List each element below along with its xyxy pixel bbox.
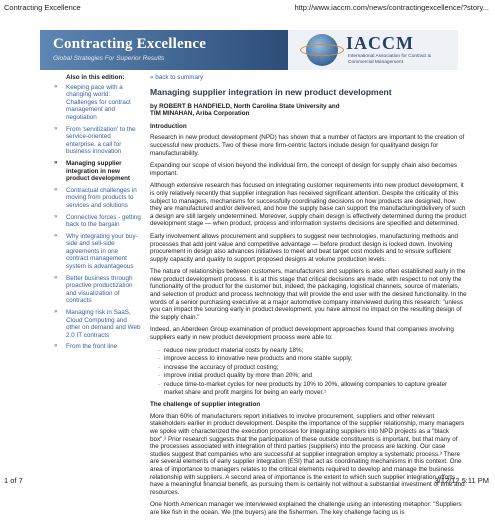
print-url: http://www.iaccm.com/news/contractingexcellence/?story...: [294, 3, 489, 12]
paragraph: One North American manager we interviewed explained the challenge using an interesting metaphor: "Suppliers are like fish in the ocean. We (the buyers) are the fishermen. The key challenge facing us is: [150, 501, 462, 516]
article-byline: [150, 103, 467, 118]
byline-line: TIM MINAHAN, Ariba Corporation: [150, 110, 250, 118]
masthead-title: Contracting Excellence: [53, 36, 207, 52]
print-page-count: 1 of 7: [4, 476, 23, 485]
arrow-bullet-icon: »: [54, 186, 58, 193]
sidebar-item-label: Keeping pace with a changing world: Challenges for contract management and negotiation: [66, 83, 131, 121]
sidebar: [42, 74, 142, 355]
masthead-left: [40, 30, 288, 70]
arrow-bullet-icon: »: [54, 232, 58, 239]
arrow-bullet-icon: »: [54, 309, 58, 316]
sidebar-item-label: From 'servitization' to the service-oriented enterprise, a call for business innovation: [66, 125, 136, 156]
sidebar-item-supplier-integration: [42, 160, 142, 183]
article: [150, 74, 467, 522]
section-heading: The challenge of supplier integration: [150, 401, 261, 409]
masthead-subtitle: Global Strategies For Superior Results: [53, 55, 165, 62]
sidebar-item-buy-sell-side[interactable]: [42, 233, 142, 271]
sidebar-item-label: Managing supplier integration in new product development: [66, 159, 131, 183]
arrow-bullet-icon: »: [54, 83, 58, 90]
print-header: [0, 0, 495, 16]
sidebar-item-label: Contractual challenges in moving from products to services and solutions: [66, 186, 137, 209]
print-timestamp: 3/12/12 5:11 PM: [434, 476, 489, 485]
org-subtitle: International Association for Contract & Commercial Management: [348, 54, 431, 65]
masthead-banner: [40, 30, 458, 70]
sidebar-item-connective-forces[interactable]: [42, 214, 142, 229]
sidebar-heading: Also in this edition:: [66, 74, 125, 81]
paragraph: Although extensive research has focused on integrating customer requirements into new product development, it is only relatively recently that supplier integration has received significant attention. Despite the criticality of this subject to managers, mechanisms for successfully coordinating decisions on how products are designed, how they are manufactured and/or delivered, and how the supply base can support the manufacturing/delivery of such a design are still largely undetermined. Moreover, supply chain design is effectively determined during the product development stage — when product, process and information systems decisions are specified and determined.: [150, 182, 467, 228]
sidebar-item-label: Better business through proactive productization and visualization of contracts: [66, 274, 133, 305]
byline-line: by ROBERT B HANDFIELD, North Carolina State University and: [150, 102, 340, 110]
arrow-bullet-icon: »: [54, 213, 58, 220]
iaccm-logo: [288, 30, 458, 70]
print-page-title: Contracting Excellence: [4, 3, 81, 12]
sidebar-item-label: Why integrating your buy-side and sell-side agreements in one contract management system is advantageous: [66, 232, 138, 271]
sidebar-item-label: From the front line: [66, 343, 118, 351]
paragraph: The nature of relationships between customers, manufacturers and suppliers is also often established early in the new product development process. It is at this stage that critical decisions are made, with respect to not only the functionality of the product for the customer but, indeed, the packaging, logistical channels, source of materials, and selection of product and process technology that will provide the end user with the desired functionality. In the words of a senior purchasing executive at a major automotive company interviewed during this research: "unless you can impact the sourcing early in product development, you have almost no impact on the resulting design of the supply chain.": [150, 268, 467, 321]
paragraph: Research in new product development (NPD) has shown that a number of factors are important to the creation of successful new products. Two of these more firm-centric factors include design for qualityand design for manufacturability.: [150, 134, 465, 157]
sidebar-item-label: Managing risk in SaaS, Cloud Computing and other on demand and Web 2.0 IT contracts: [66, 309, 141, 339]
arrow-bullet-icon: »: [54, 159, 58, 166]
sidebar-item-contractual-challenges[interactable]: [42, 187, 142, 210]
list-item: · improve initial product quality by more than 20%; and: [164, 372, 467, 380]
org-name: IACCM: [346, 33, 414, 53]
paragraph: Expanding our scope of vision beyond the individual firm, the concept of design for supply chain also becomes important.: [150, 162, 457, 177]
arrow-bullet-icon: »: [54, 125, 58, 132]
sidebar-item-label: Connective forces - getting back to the bargain: [66, 213, 141, 229]
benefit-list: [150, 347, 467, 397]
back-to-summary-link[interactable]: « back to summary: [150, 74, 204, 81]
paragraph: Indeed, an Aberdeen Group examination of product development approaches found that companies involving suppliers early in new product development process were able to:: [150, 326, 454, 342]
article-title: Managing supplier integration in new product development: [150, 86, 392, 97]
paragraph: More than 60% of manufacturers report initiatives to involve procurement, suppliers and other relevant stakeholders earlier in product development. Despite the importance of the supplier relationship, many managers we spoke with characterized the execution processes for integrating suppliers into NPD projects as a "black box".² Prior research suggests that the participation of these outside constituents is important, but that many of the processes associated with integration of third parties (suppliers) into the process are lacking. Our case studies suggest that companies who are successful at supplier integration employ a systematic process.³ There are several elements of early supplier integration (ESI) that act as coordinating mechanisms in this context. One area of importance to managers relates to the critical elements required to develop and manage the business relationship with suppliers. A second area of importance is the extent to which such supplier integration efforts have a meaningful financial benefit, as pursuing them is certainly not without a substantial investment of time and resources.: [150, 412, 465, 496]
list-item: · improve access to innovative new products and more stable supply;: [164, 355, 467, 363]
paragraph: Early involvement allows procurement and suppliers to suggest new technologies, manufacturing methods and processes that add joint value and competitive advantage — before product design is locked down. Involving procurement in design also advances initiatives to meet and beat target cost models and to ensure sufficient supply capacity and quality to support proposed designs at volume production levels.: [150, 232, 459, 263]
sidebar-item-productization[interactable]: [42, 275, 142, 305]
list-item: · reduce time-to-market cycles for new products by 10% to 20%, allowing companies to capture greater market share and profit margins for being an early mover.¹: [164, 381, 467, 396]
sidebar-item-saas-risk[interactable]: [42, 309, 142, 339]
sidebar-item-keeping-pace[interactable]: [42, 84, 142, 122]
sidebar-item-servitization[interactable]: [42, 126, 142, 156]
print-footer: [0, 474, 495, 488]
orbit-ring-icon: [300, 44, 344, 56]
list-item: · reduce new product material costs by nearly 18%;: [164, 347, 467, 355]
arrow-bullet-icon: »: [54, 343, 58, 350]
arrow-bullet-icon: »: [54, 274, 58, 281]
section-heading: Introduction: [150, 122, 187, 130]
sidebar-item-front-line[interactable]: [42, 343, 142, 351]
list-item: · increase the accuracy of product costing;: [164, 364, 467, 372]
